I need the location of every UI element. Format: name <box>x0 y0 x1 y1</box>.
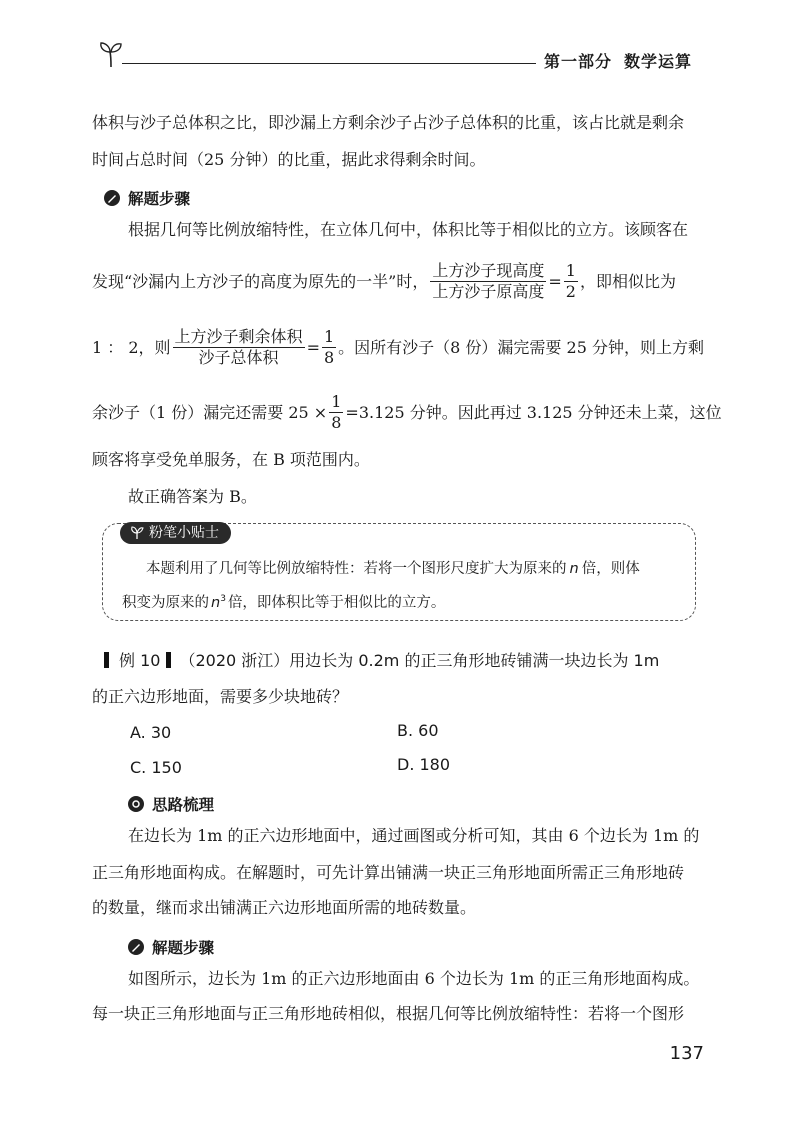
para1-line2: 时间占总时间（25 分钟）的比重，据此求得剩余时间。 <box>92 150 486 169</box>
steps1-title: 解题步骤 <box>128 190 191 208</box>
tip-line1-post: 倍，则体 <box>581 561 640 577</box>
steps2-heading <box>128 936 214 958</box>
sprout-icon <box>130 526 144 540</box>
eighth-fraction <box>329 393 343 432</box>
steps1-line5: 顾客将享受免单服务，在 B 项范围内。 <box>92 450 370 469</box>
fraction-denominator: 8 <box>323 348 335 367</box>
tip-line2-pre: 积变为原来的 <box>122 595 209 611</box>
equals-sign: = <box>306 337 320 357</box>
fraction-numerator: 1 <box>331 392 342 411</box>
sprout-icon <box>98 40 124 68</box>
steps2-line1: 如图所示，边长为 1m 的正六边形地面由 6 个边长为 1m 的正三角形地面构成。 <box>128 969 700 988</box>
option-d: D. 180 <box>397 755 451 774</box>
steps1-line4-pre: 余沙子（1 份）漏完还需要 25 × <box>92 402 328 422</box>
analysis-line1: 在边长为 1m 的正六边形地面中，通过画图或分析可知，其由 6 个边长为 1m 的 <box>128 826 700 845</box>
example-heading <box>104 648 659 671</box>
tip-label <box>120 522 231 544</box>
volume-ratio-fraction <box>173 328 305 367</box>
equals-sign: = <box>548 271 562 291</box>
example-text-line2: 的正六边形地面，需要多少块地砖？ <box>92 687 349 706</box>
example-bar-left <box>104 652 109 668</box>
tip-line2 <box>122 591 445 612</box>
fraction-numerator: 1 <box>323 327 335 346</box>
steps1-line2-post: ，即相似比为 <box>579 271 676 291</box>
analysis-title: 思路梳理 <box>152 796 215 814</box>
steps1-line3-pre: 1 ： 2，则 <box>92 337 171 357</box>
fraction-numerator: 1 <box>565 261 576 280</box>
pencil-icon <box>128 939 144 955</box>
fraction-denominator: 8 <box>331 413 342 432</box>
fraction-denominator: 上方沙子原高度 <box>432 282 545 301</box>
header-section: 数学运算 <box>624 52 693 71</box>
header-rule <box>122 63 536 64</box>
fraction-denominator: 2 <box>565 282 576 301</box>
steps1-line3 <box>92 328 704 367</box>
analysis-heading <box>128 793 214 815</box>
para1-line1: 体积与沙子总体积之比，即沙漏上方剩余沙子占沙子总体积的比重，该占比就是剩余 <box>92 113 685 132</box>
tip-var-n: n <box>211 595 221 611</box>
half-fraction <box>564 262 578 301</box>
tip-var-n: n <box>569 561 579 577</box>
page-number: 137 <box>669 1043 704 1064</box>
height-ratio-fraction <box>430 262 546 301</box>
steps1-line1: 根据几何等比例放缩特性，在立体几何中，体积比等于相似比的立方。该顾客在 <box>128 220 689 239</box>
steps1-answer: 故正确答案为 B。 <box>128 487 257 506</box>
fraction-numerator: 上方沙子剩余体积 <box>174 327 303 346</box>
pencil-icon <box>104 190 120 206</box>
analysis-line3: 的数量，继而求出铺满正六边形地面所需的地砖数量。 <box>92 898 477 917</box>
tip-label-text: 粉笔小贴士 <box>149 525 219 541</box>
option-c: C. 150 <box>130 758 182 777</box>
steps2-line2: 每一块正三角形地面与正三角形地砖相似，根据几何等比例放缩特性：若将一个图形 <box>92 1004 685 1023</box>
tip-line1 <box>146 557 640 578</box>
steps1-line4-post: =3.125 分钟。因此再过 3.125 分钟还未上菜，这位 <box>345 402 722 422</box>
option-b: B. 60 <box>397 721 439 740</box>
fraction-numerator: 上方沙子现高度 <box>432 261 545 280</box>
steps2-title: 解题步骤 <box>152 939 215 957</box>
fraction-denominator: 沙子总体积 <box>198 348 279 367</box>
analysis-line2: 正三角形地面构成。在解题时，可先计算出铺满一块正三角形地面所需正三角形地砖 <box>92 863 685 882</box>
tip-line2-post: 倍，即体积比等于相似比的立方。 <box>227 595 446 611</box>
header-part: 第一部分 <box>544 52 613 71</box>
eighth-fraction <box>322 328 336 367</box>
steps1-line2 <box>92 262 676 301</box>
gear-icon <box>128 796 144 812</box>
steps1-line4 <box>92 393 722 432</box>
example-text-line1: （2020 浙江）用边长为 0.2m 的正三角形地砖铺满一块边长为 1m <box>179 651 660 670</box>
running-header <box>544 49 704 72</box>
example-bar-right <box>166 652 171 668</box>
tip-exponent: 3 <box>220 594 226 605</box>
steps1-line3-post: 。因所有沙子（8 份）漏完需要 25 分钟，则上方剩 <box>338 337 704 357</box>
option-a: A. 30 <box>130 723 172 742</box>
steps1-line2-pre: 发现“沙漏内上方沙子的高度为原先的一半”时， <box>92 271 429 291</box>
steps1-heading <box>104 187 190 209</box>
example-label: 例 10 <box>119 651 161 670</box>
tip-line1-pre: 本题利用了几何等比例放缩特性：若将一个图形尺度扩大为原来的 <box>146 561 567 577</box>
